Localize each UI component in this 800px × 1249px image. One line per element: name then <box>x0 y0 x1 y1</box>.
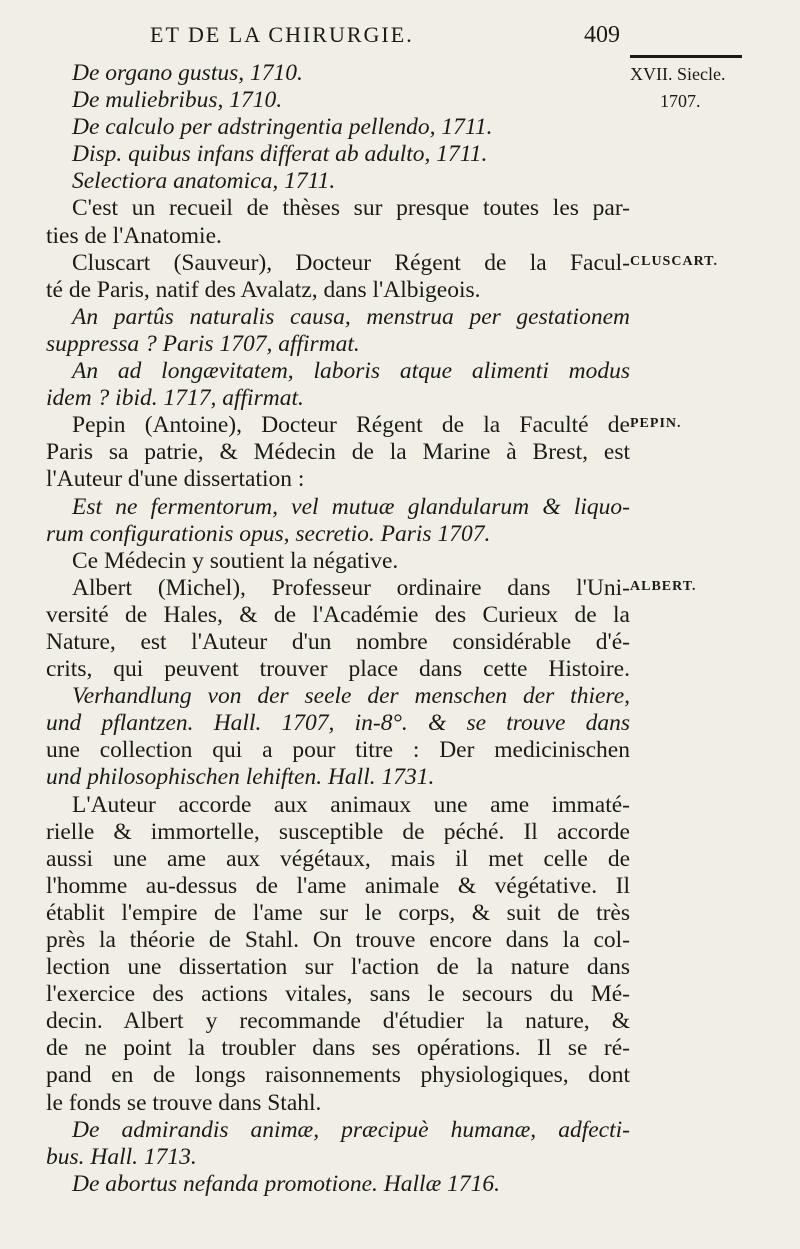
text-line: und pflantzen. Hall. 1707, in-8°. & se trouve dans <box>46 710 630 737</box>
text-line: près la théorie de Stahl. On trouve encore dans la col- <box>46 927 630 953</box>
text-line: ties de l'Anatomie. <box>46 222 222 249</box>
text-line: und philosophischen lehiften. Hall. 1731. <box>46 764 435 791</box>
text-line: Paris sa patrie, & Médecin de la Marine à Brest, est <box>46 439 630 466</box>
text-line: Ce Médecin y soutient la négative. <box>72 547 399 574</box>
text-line: Cluscart (Sauveur), Docteur Régent de la Facul- <box>72 249 630 276</box>
text-line: rum configurationis opus, secretio. Paris 1707. <box>46 520 491 547</box>
text-line: une collection qui a pour titre : Der medicinischen <box>46 737 630 764</box>
text-line: L'Auteur accorde aux animaux une ame immaté- <box>72 791 630 818</box>
text-line: De organo gustus, 1710. <box>72 60 303 86</box>
text-line: Albert (Michel), Professeur ordinaire dans l'Uni- <box>72 574 630 601</box>
text-line: l'homme au-dessus de l'ame animale & végétative. Il <box>46 872 630 899</box>
text-line: Disp. quibus infans differat ab adulto, 1711. <box>72 141 488 168</box>
page-number: 409 <box>584 22 620 48</box>
margin-note: CLUSCART. <box>630 253 718 269</box>
text-line: pand en de longs raisonnements physiologiques, dont <box>46 1062 630 1089</box>
text-line: idem ? ibid. 1717, affirmat. <box>46 385 304 412</box>
text-line: lection une dissertation sur l'action de la nature dans <box>46 954 630 981</box>
margin-note: ALBERT. <box>630 578 697 594</box>
margin-note: XVII. Siecle. <box>630 64 726 84</box>
margin-note: PEPIN. <box>630 416 682 432</box>
text-line: Est ne fermentorum, vel mutuæ glandularum & liquo- <box>72 493 630 520</box>
text-line: le fonds se trouve dans Stahl. <box>46 1089 322 1116</box>
text-line: Selectiora anatomica, 1711. <box>72 168 336 195</box>
text-line: l'exercice des actions vitales, sans le secours du Mé- <box>46 981 630 1008</box>
margin-notes-column <box>630 60 760 1060</box>
text-line: Verhandlung von der seele der menschen der thiere, <box>72 683 630 710</box>
text-line: rielle & immortelle, susceptible de péché. Il accorde <box>46 818 630 845</box>
text-line: Nature, est l'Auteur d'un nombre considérable d'é- <box>46 628 630 655</box>
header-rule <box>630 55 742 58</box>
text-line: De admirandis animæ, præcipuè humanæ, adfecti- <box>72 1116 630 1143</box>
text-line: aussi une ame aux végétaux, mais il met celle de <box>46 845 630 872</box>
margin-note: 1707. <box>660 91 701 112</box>
text-line: établit l'empire de l'ame sur le corps, & suit de très <box>46 899 630 926</box>
text-line: suppressa ? Paris 1707, affirmat. <box>46 330 360 357</box>
text-line: De abortus nefanda promotione. Hallæ 1716. <box>72 1170 500 1197</box>
text-line: versité de Hales, & de l'Académie des Curieux de la <box>46 601 630 628</box>
main-text-column <box>46 60 630 1198</box>
text-line: C'est un recueil de thèses sur presque toutes les par- <box>72 195 630 222</box>
text-line: bus. Hall. 1713. <box>46 1143 197 1170</box>
text-line: l'Auteur d'une dissertation : <box>46 466 305 493</box>
page-header <box>150 22 620 52</box>
text-line: té de Paris, natif des Avalatz, dans l'Albigeois. <box>46 276 481 303</box>
text-line: de ne point la troubler dans ses opérations. Il se ré- <box>46 1035 630 1062</box>
running-head: ET DE LA CHIRURGIE. <box>150 22 414 47</box>
text-line: Pepin (Antoine), Docteur Régent de la Faculté de <box>72 412 630 439</box>
text-line: decin. Albert y recommande d'étudier la nature, & <box>46 1008 630 1035</box>
text-line: crits, qui peuvent trouver place dans cette Histoire. <box>46 656 630 683</box>
text-line: An partûs naturalis causa, menstrua per gestationem <box>72 303 630 330</box>
text-line: An ad longævitatem, laboris atque alimenti modus <box>72 358 630 385</box>
text-line: De muliebribus, 1710. <box>72 87 283 114</box>
text-line: De calculo per adstringentia pellendo, 1711. <box>72 114 493 141</box>
